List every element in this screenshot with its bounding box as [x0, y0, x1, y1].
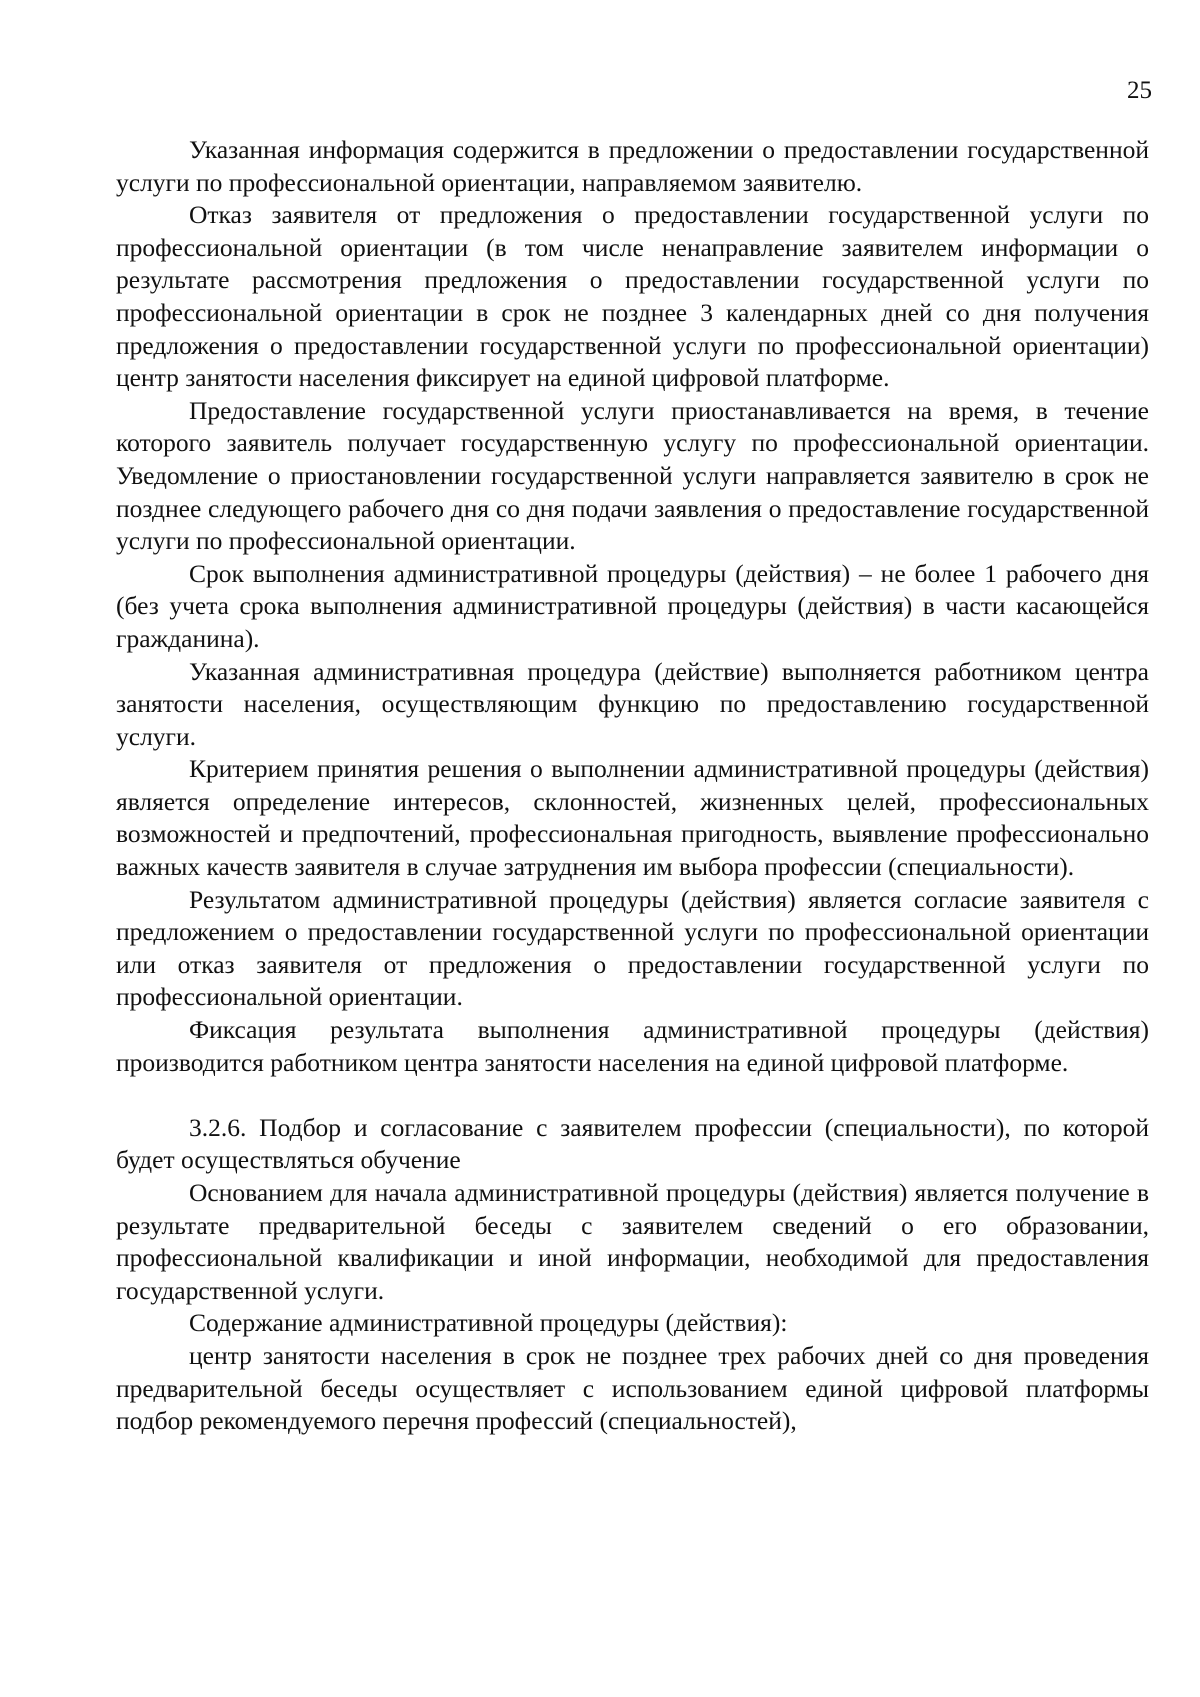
- paragraph-performer: Указанная административная процедура (действие) выполняется работником центра занятости населения, осуществляющим функцию по предоставлению государственной услуги.: [116, 656, 1149, 751]
- paragraph-result: Результатом административной процедуры (действия) является согласие заявителя с предложением о предоставлении государственной услуги по профессиональной ориентации или отказ заявителя от предложения о предоставлении государственной услуги по профессиональной ориентации.: [116, 884, 1149, 1012]
- paragraph-info-in-proposal: Указанная информация содержится в предложении о предоставлении государственной услуги по профессиональной ориентации, направляемом заявителю.: [116, 135, 1149, 197]
- section-heading-3-2-6: 3.2.6. Подбор и согласование с заявителем профессии (специальности), по которой будет осуществляться обучение: [116, 1112, 1149, 1175]
- paragraph-deadline: Срок выполнения административной процедуры (действия) – не более 1 рабочего дня (без учета срока выполнения административной процедуры (действия) в части касающейся гражданина).: [116, 558, 1149, 653]
- paragraph-fixation: Фиксация результата выполнения административной процедуры (действия) производится работником центра занятости населения на единой цифровой платформе.: [116, 1015, 1149, 1077]
- paragraph-refusal: Отказ заявителя от предложения о предоставлении государственной услуги по профессиональной ориентации (в том числе ненаправление заявителем информации о результате рассмотрения предложения о предоставлении государственной услуги по профессиональной ориентации в срок не позднее 3 календарных дней со дня получения предложения о предоставлении государственной услуги по профессиональной ориентации) центр занятости населения фиксирует на единой цифровой платформе.: [116, 200, 1149, 393]
- paragraph-selection: центр занятости населения в срок не позднее трех рабочих дней со дня проведения предварительной беседы осуществляет с использованием единой цифровой платформы подбор рекомендуемого перечня профессий (специальностей),: [116, 1340, 1149, 1436]
- paragraph-criterion: Критерием принятия решения о выполнении административной процедуры (действия) является определение интересов, склонностей, жизненных целей, профессиональных возможностей и предпочтений, профессиональная пригодность, выявление профессионально важных качеств заявителя в случае затруднения им выбора профессии (специальности).: [116, 754, 1149, 882]
- paragraph-content-heading: Содержание административной процедуры (действия):: [189, 1308, 788, 1338]
- page-number: 25: [1127, 77, 1152, 104]
- paragraph-grounds: Основанием для начала административной процедуры (действия) является получение в результате предварительной беседы с заявителем сведений о его образовании, профессиональной квалификации и иной информации, необходимой для предоставления государственной услуги.: [116, 1178, 1149, 1305]
- paragraph-suspension: Предоставление государственной услуги приостанавливается на время, в течение которого заявитель получает государственную услугу по профессиональной ориентации. Уведомление о приостановлении государственной услуги направляется заявителю в срок не позднее следующего рабочего дня со дня подачи заявления о предоставление государственной услуги по профессиональной ориентации.: [116, 395, 1149, 556]
- document-body: [116, 134, 1149, 1438]
